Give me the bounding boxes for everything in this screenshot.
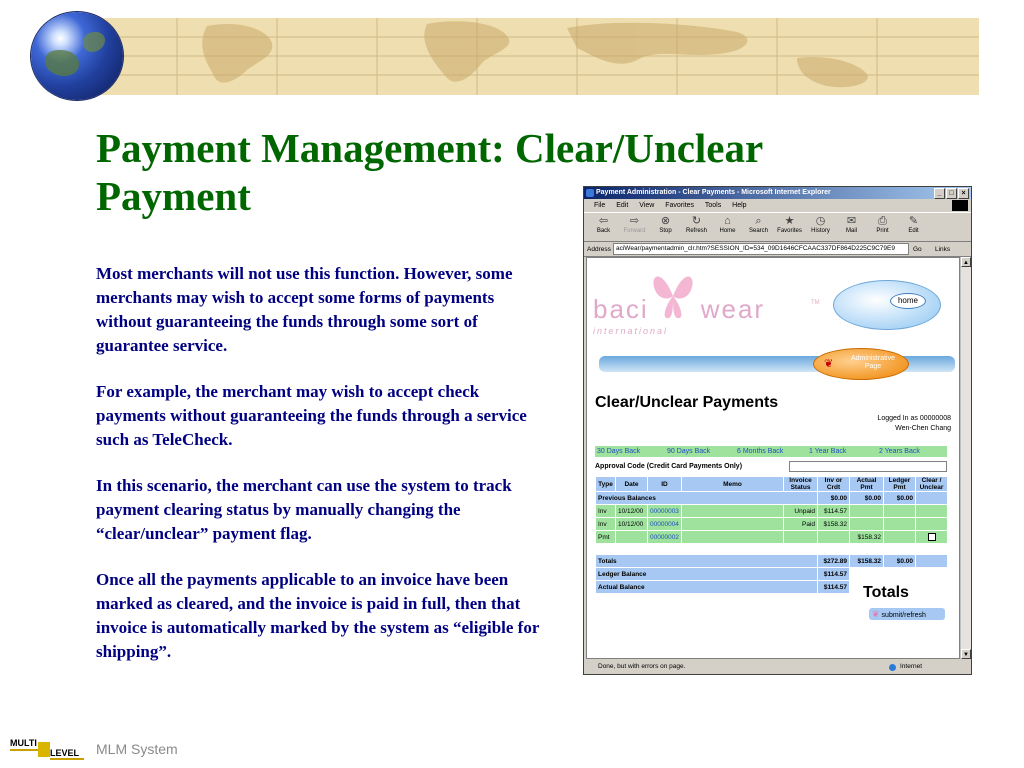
table-header-row [596, 477, 948, 492]
home-nav-button[interactable]: home [833, 280, 941, 330]
logged-in-text: Logged In as 00000008 [877, 415, 951, 422]
row-inv [818, 531, 850, 544]
paragraph-2: For example, the merchant may wish to accept check payments without guaranteeing the funds through a service such as TeleCheck. [96, 382, 527, 449]
stop-icon: ⊗ [660, 215, 671, 227]
row-actual: $158.32 [850, 531, 884, 544]
row-actual [850, 505, 884, 518]
window-titlebar [584, 187, 971, 199]
forward-arrow-icon: ⇨ [629, 215, 640, 227]
menu-file[interactable]: File [594, 202, 606, 209]
totals-row [596, 555, 948, 568]
range-30-days-link[interactable]: 30 Days Back [597, 448, 641, 455]
status-bar [586, 661, 969, 673]
previous-ledger-value: $0.00 [884, 492, 916, 505]
favorites-icon: ★ [784, 215, 795, 227]
menu-help[interactable]: Help [732, 202, 747, 209]
row-ledger [884, 531, 916, 544]
table-row [596, 518, 948, 531]
user-name: Wen-Chen Chang [895, 425, 951, 432]
stop-button[interactable]: ⊗ Stop [650, 213, 681, 241]
row-date: 10/12/00 [616, 518, 648, 531]
row-date [616, 531, 648, 544]
totals-ledger-value: $0.00 [884, 555, 916, 568]
address-field[interactable]: aciWear/paymentadmin_clr.htm?SESSION_ID=534_09D1646CFCAAC337DF864D225C9C79E9 [613, 243, 909, 255]
search-button[interactable]: ⌕ Search [743, 213, 774, 241]
totals-label: Totals [596, 555, 818, 568]
previous-balances-label: Previous Balances [596, 492, 818, 505]
page-heading: Clear/Unclear Payments [595, 394, 779, 411]
ledger-balance-value: $114.57 [818, 568, 850, 581]
butterfly-icon [651, 266, 695, 326]
payments-table [595, 476, 948, 594]
slide-title: Payment Management: Clear/Unclear Payment [96, 125, 763, 219]
col-header-type: Type [596, 477, 616, 492]
history-button[interactable]: ◷ History [805, 213, 836, 241]
paragraph-3: In this scenario, the merchant can use the system to track payment clearing status by manually changing the “clear/unclear” payment flag. [96, 476, 512, 543]
internet-zone-icon [889, 664, 896, 671]
col-header-inv-or-crdt: Inv or Crdt [818, 477, 850, 492]
address-bar [584, 242, 971, 257]
edit-button[interactable]: ✎ Edit [898, 213, 929, 241]
windows-logo-icon [952, 200, 968, 211]
row-id-link[interactable]: 00000003 [648, 505, 682, 518]
slide-body [96, 262, 548, 686]
ledger-balance-row [596, 568, 948, 581]
refresh-button[interactable]: ↻ Refresh [681, 213, 712, 241]
date-range-bar [595, 446, 947, 457]
submit-refresh-button[interactable]: ❦ submit/refresh [869, 608, 945, 620]
col-header-actual-pmt: Actual Pmt [850, 477, 884, 492]
row-date: 10/12/00 [616, 505, 648, 518]
totals-heading: Totals [863, 584, 909, 601]
multilevel-logo: MULTI LEVEL [10, 738, 86, 760]
previous-inv-value: $0.00 [818, 492, 850, 505]
menu-favorites[interactable]: Favorites [665, 202, 695, 209]
row-status: Unpaid [784, 505, 818, 518]
actual-balance-label: Actual Balance [596, 581, 818, 594]
range-6-months-link[interactable]: 6 Months Back [737, 448, 784, 455]
ie-icon [586, 189, 594, 197]
butterfly-small-icon: ❦ [872, 609, 880, 619]
previous-balances-row [596, 492, 948, 505]
status-text: Done, but with errors on page. [598, 663, 686, 670]
brand-trademark: TM [811, 300, 820, 306]
home-icon: ⌂ [724, 215, 731, 227]
row-type: Inv [596, 518, 616, 531]
footer-text: MLM System [96, 741, 178, 757]
totals-actual-value: $158.32 [850, 555, 884, 568]
col-header-clear-unclear: Clear / Unclear [916, 477, 948, 492]
mail-button[interactable]: ✉ Mail [836, 213, 867, 241]
home-button[interactable]: ⌂ Home [712, 213, 743, 241]
row-memo [682, 505, 784, 518]
links-button[interactable]: Links [935, 245, 951, 253]
row-inv: $114.57 [818, 505, 850, 518]
row-status [784, 531, 818, 544]
clear-unclear-checkbox[interactable] [928, 533, 936, 541]
range-1-year-link[interactable]: 1 Year Back [809, 448, 847, 455]
approval-code-input[interactable] [789, 461, 947, 472]
row-id-link[interactable]: 00000004 [648, 518, 682, 531]
table-row [596, 531, 948, 544]
scroll-down-arrow-icon[interactable]: ▼ [961, 649, 971, 659]
col-header-invoice-status: Invoice Status [784, 477, 818, 492]
ledger-balance-label: Ledger Balance [596, 568, 818, 581]
paragraph-4: Once all the payments applicable to an invoice have been marked as cleared, and the invoice is paid in full, then that invoice is automatically marked by the system as “eligible for shipping”. [96, 570, 540, 661]
col-header-memo: Memo [682, 477, 784, 492]
range-90-days-link[interactable]: 90 Days Back [667, 448, 711, 455]
menu-edit[interactable]: Edit [616, 202, 629, 209]
row-ledger [884, 505, 916, 518]
back-button[interactable]: ⇦ Back [588, 213, 619, 241]
table-row [596, 505, 948, 518]
toolbar [584, 213, 971, 242]
back-arrow-icon: ⇦ [598, 215, 609, 227]
address-label: Address [587, 245, 611, 253]
minimize-button[interactable]: _ [934, 188, 945, 199]
col-header-ledger-pmt: Ledger Pmt [884, 477, 916, 492]
forward-button[interactable]: ⇨ Forward [619, 213, 650, 241]
history-icon: ◷ [815, 215, 826, 227]
print-icon: ⎙ [878, 215, 887, 227]
actual-balance-value: $114.57 [818, 581, 850, 594]
row-type: Inv [596, 505, 616, 518]
row-id-link[interactable]: 00000002 [648, 531, 682, 544]
col-header-date: Date [616, 477, 648, 492]
menu-bar [584, 199, 971, 213]
menu-view[interactable]: View [639, 202, 655, 209]
favorites-button[interactable]: ★ Favorites [774, 213, 805, 241]
row-actual [850, 518, 884, 531]
administrative-page-button[interactable]: ❦ Administrative Page [813, 348, 909, 380]
brand-logo: baci wear [593, 294, 766, 324]
butterfly-small-icon: ❦ [824, 358, 834, 370]
row-status: Paid [784, 518, 818, 531]
totals-inv-value: $272.89 [818, 555, 850, 568]
row-ledger [884, 518, 916, 531]
zone-text: Internet [900, 663, 923, 670]
row-type: Pmt [596, 531, 616, 544]
map-banner [97, 18, 979, 95]
globe-icon [31, 12, 123, 100]
browser-window [583, 186, 972, 675]
col-header-id: ID [648, 477, 682, 492]
search-icon: ⌕ [755, 215, 762, 227]
vertical-scrollbar[interactable] [960, 257, 971, 659]
mail-icon: ✉ [846, 215, 857, 227]
maximize-button[interactable]: □ [946, 188, 957, 199]
world-map-graphic [97, 18, 979, 95]
print-button[interactable]: ⎙ Print [867, 213, 898, 241]
brand-subtitle: international [593, 326, 669, 336]
window-title: Payment Administration - Clear Payments - Microsoft Internet Explorer [596, 189, 831, 196]
menu-tools[interactable]: Tools [704, 202, 722, 209]
previous-actual-value: $0.00 [850, 492, 884, 505]
go-button[interactable]: Go [913, 245, 922, 253]
paragraph-1: Most merchants will not use this function. However, some merchants may wish to accept some forms of payments without guaranteeing the funds through some sort of guarantee service. [96, 264, 513, 355]
scroll-up-arrow-icon[interactable]: ▲ [961, 257, 971, 267]
page-viewport [586, 257, 960, 659]
close-button[interactable]: × [958, 188, 969, 199]
refresh-icon: ↻ [691, 215, 702, 227]
edit-icon: ✎ [908, 215, 919, 227]
approval-code-label: Approval Code (Credit Card Payments Only) [595, 463, 743, 470]
row-memo [682, 518, 784, 531]
range-2-years-link[interactable]: 2 Years Back [879, 448, 920, 455]
row-inv: $158.32 [818, 518, 850, 531]
row-memo [682, 531, 784, 544]
